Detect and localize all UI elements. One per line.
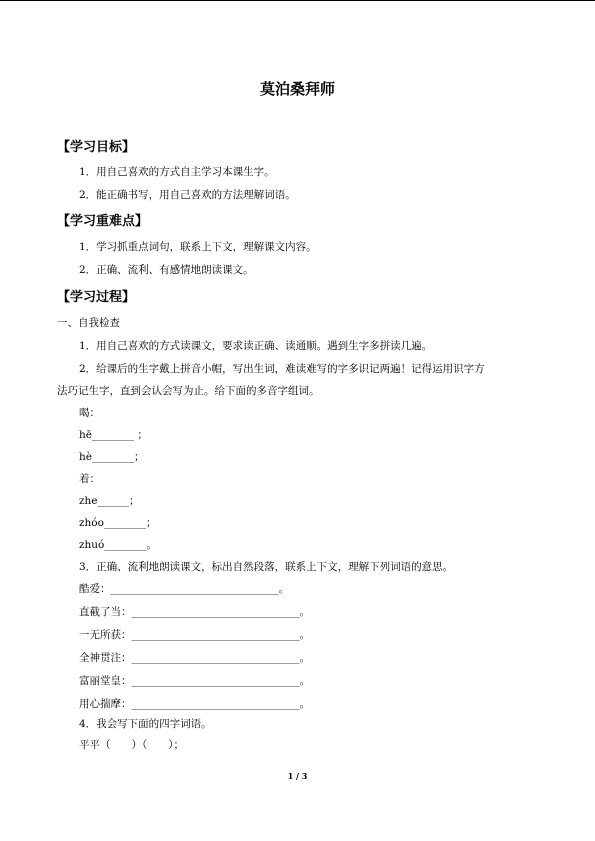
term-blank: 一无所获：________________________________。 (79, 629, 310, 641)
term-blank: 酷爱：________________________________。 (79, 583, 289, 595)
goals-heading: 【学习目标】 (57, 140, 136, 155)
page-number: 1 / 3 (287, 771, 308, 781)
term-blank: 直截了当：________________________________。 (79, 606, 310, 618)
polyphone-blank: hē________ ； (79, 429, 148, 441)
instruction-1: 1．用自己喜欢的方式读课文，要求读正确、读通顺。遇到生字多拼读几遍。 (79, 340, 433, 352)
goal-item: 2．能正确书写，用自己喜欢的方法理解词语。 (79, 189, 296, 201)
instruction-2-line-2: 法巧记生字，直到会认会写为止。给下面的多音字组词。 (57, 385, 320, 397)
instruction-3: 3．正确、流利地朗读课文，标出自然段落，联系上下文，理解下列词语的意思。 (79, 561, 454, 573)
instruction-2-line-1: 2．给课后的生字戴上拼音小帽，写出生词，难读难写的字多识记两遍！记得运用识字方 (79, 363, 485, 375)
term-blank: 富丽堂皇：________________________________。 (79, 675, 310, 687)
key-points-heading: 【学习重难点】 (57, 214, 149, 229)
section-self-check: 一、自我检查 (57, 317, 120, 329)
polyphone-char: 着： (79, 473, 100, 485)
polyphone-blank: zhóo________； (79, 517, 157, 529)
instruction-4: 4．我会写下面的四字词语。 (79, 718, 212, 730)
goal-item: 1．用自己喜欢的方式自主学习本课生字。 (79, 166, 275, 178)
process-heading: 【学习过程】 (57, 290, 136, 305)
top-rule (0, 0, 595, 1)
term-blank: 用心揣摩：________________________________。 (79, 698, 310, 710)
polyphone-blank: zhe______； (79, 495, 140, 507)
polyphone-char: 喝： (79, 407, 100, 419)
polyphone-blank: hè________； (79, 451, 145, 463)
page-title: 莫泊桑拜师 (259, 80, 335, 98)
polyphone-blank: zhuó________。 (79, 539, 157, 551)
term-blank: 全神贯注：________________________________。 (79, 652, 310, 664)
four-char-phrase-blank: 平平（ ）（ ）； (79, 739, 184, 751)
key-point-item: 1．学习抓重点词句，联系上下文，理解课文内容。 (79, 241, 317, 253)
key-point-item: 2．正确、流利、有感情地朗读课文。 (79, 264, 254, 276)
